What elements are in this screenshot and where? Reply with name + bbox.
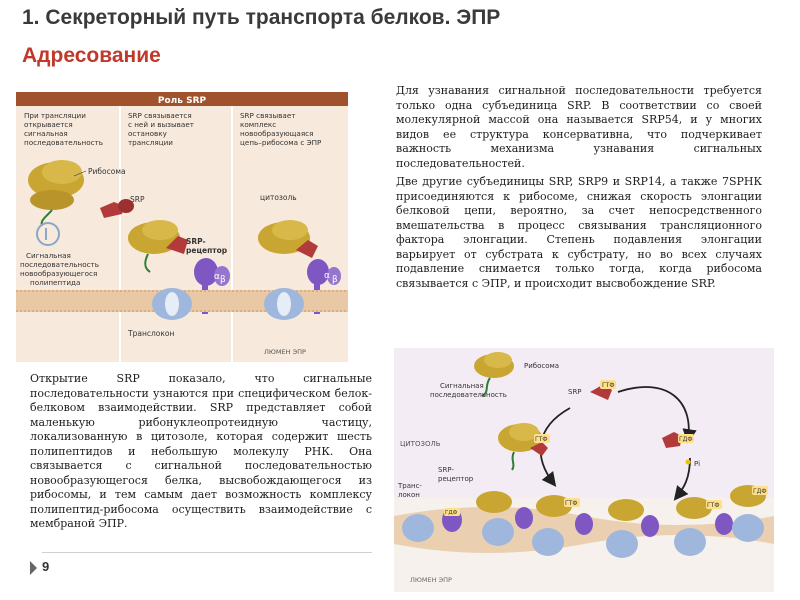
srp-role-figure (16, 92, 348, 362)
svg-text:ГДФ: ГДФ (679, 436, 693, 443)
srp-label-1: SRP (130, 195, 145, 204)
svg-text:α: α (324, 271, 330, 281)
svg-text:ГТФ: ГТФ (535, 436, 548, 443)
figure-header: Роль SRP (157, 96, 207, 106)
slide-title: 1. Секреторный путь транспорта белков. ЭПР (22, 6, 501, 29)
lumen-label: ЛЮМЕН ЭПР (264, 348, 306, 356)
right-text-column (396, 84, 762, 295)
srp-receptor-label: SRP- рецептор (186, 237, 228, 255)
page-number: 9 (42, 559, 50, 574)
svg-text:ГДФ: ГДФ (445, 510, 458, 516)
right-paragraph-1: Для узнавания сигнальной последовательности требуется только одна субъединица SRP. В соответствии со своей молекулярной массой она называется SRP54, и у многих видов ее структура консервативна, что подчеркивает важность механизма узнавания сигнальных последовательностей. (396, 84, 762, 170)
svg-text:β: β (220, 275, 226, 285)
pi-label: Pi (694, 460, 701, 468)
right-paragraph-2: Две другие субъединицы SRP, SRP9 и SRP14, а также 7SРНК присоединяются к рибосоме, снижая скорость элонгации белковой цепи, вероятно, за счет непосредственного вмешательства в процесс связывания трансляционного фактора элонгации. Степень подавления элонгации варьирует от субстрата к субстрату, но во всех случаях подавление снимается только тогда, когда рибосома связывается с ЭПР, и происходит высвобождение SRP. (396, 175, 762, 290)
svg-text:β: β (332, 275, 338, 285)
signal-sequence-label: Сигнальная последовательность новообразующегося полипептида (20, 251, 99, 287)
srp-cycle-figure (394, 348, 774, 592)
panel3-caption: SRP связывает комплекс новообразующаяся цепь–рибосома с ЭПР (240, 111, 322, 147)
panel1-caption: При трансляции открывается сигнальная последовательность (24, 111, 103, 147)
slide-subtitle: Адресование (22, 44, 161, 67)
cycle-receptor-label: SRP- рецептор (438, 466, 474, 483)
left-text-column (30, 372, 372, 532)
cycle-cytosol-label: ЦИТОЗОЛЬ (400, 440, 441, 448)
svg-text:ГДФ: ГДФ (753, 488, 767, 495)
footer-rule (42, 552, 372, 553)
page-marker-icon (30, 561, 37, 575)
svg-text:ГТФ: ГТФ (602, 382, 615, 389)
translocon-label: Транслокон (128, 329, 175, 338)
translocon-shape-3 (264, 288, 304, 320)
cycle-lumen-label: ЛЮМЕН ЭПР (410, 576, 452, 584)
cytosol-label: цитозоль (260, 193, 297, 202)
cycle-srp-label: SRP (568, 388, 582, 396)
cycle-ribosome-label: Рибосома (524, 362, 560, 370)
svg-text:ГТФ: ГТФ (707, 502, 720, 509)
translocon-shape-2 (152, 288, 192, 320)
ribosome-label-1: Рибосома (88, 167, 126, 176)
cycle-signal-label: Сигнальная последовательность (430, 382, 507, 399)
left-paragraph-1: Открытие SRP показало, что сигнальные последовательности узнаются при специфическом белок-белковом взаимодействии. SRP представляет собой маленькую рибонуклеопротеидную частицу, локализованную в цитозоле, которая содержит шесть полипептидов и небольшую молекулу РНК. Она связывается с сигнальной последовательностью новообразующегося белка, высвобождающегося из рибосомы, и тем самым дает возможность комплексу полипептид-рибосома осуществить взаимодействие с мембраной ЭПР. (30, 372, 372, 531)
svg-text:ГТФ: ГТФ (565, 500, 578, 507)
svg-text:α: α (214, 272, 220, 282)
panel2-caption: SRP связывается с ней и вызывает остановку трансляции (128, 111, 194, 147)
cycle-translocon-label: Транс- локон (398, 482, 422, 499)
